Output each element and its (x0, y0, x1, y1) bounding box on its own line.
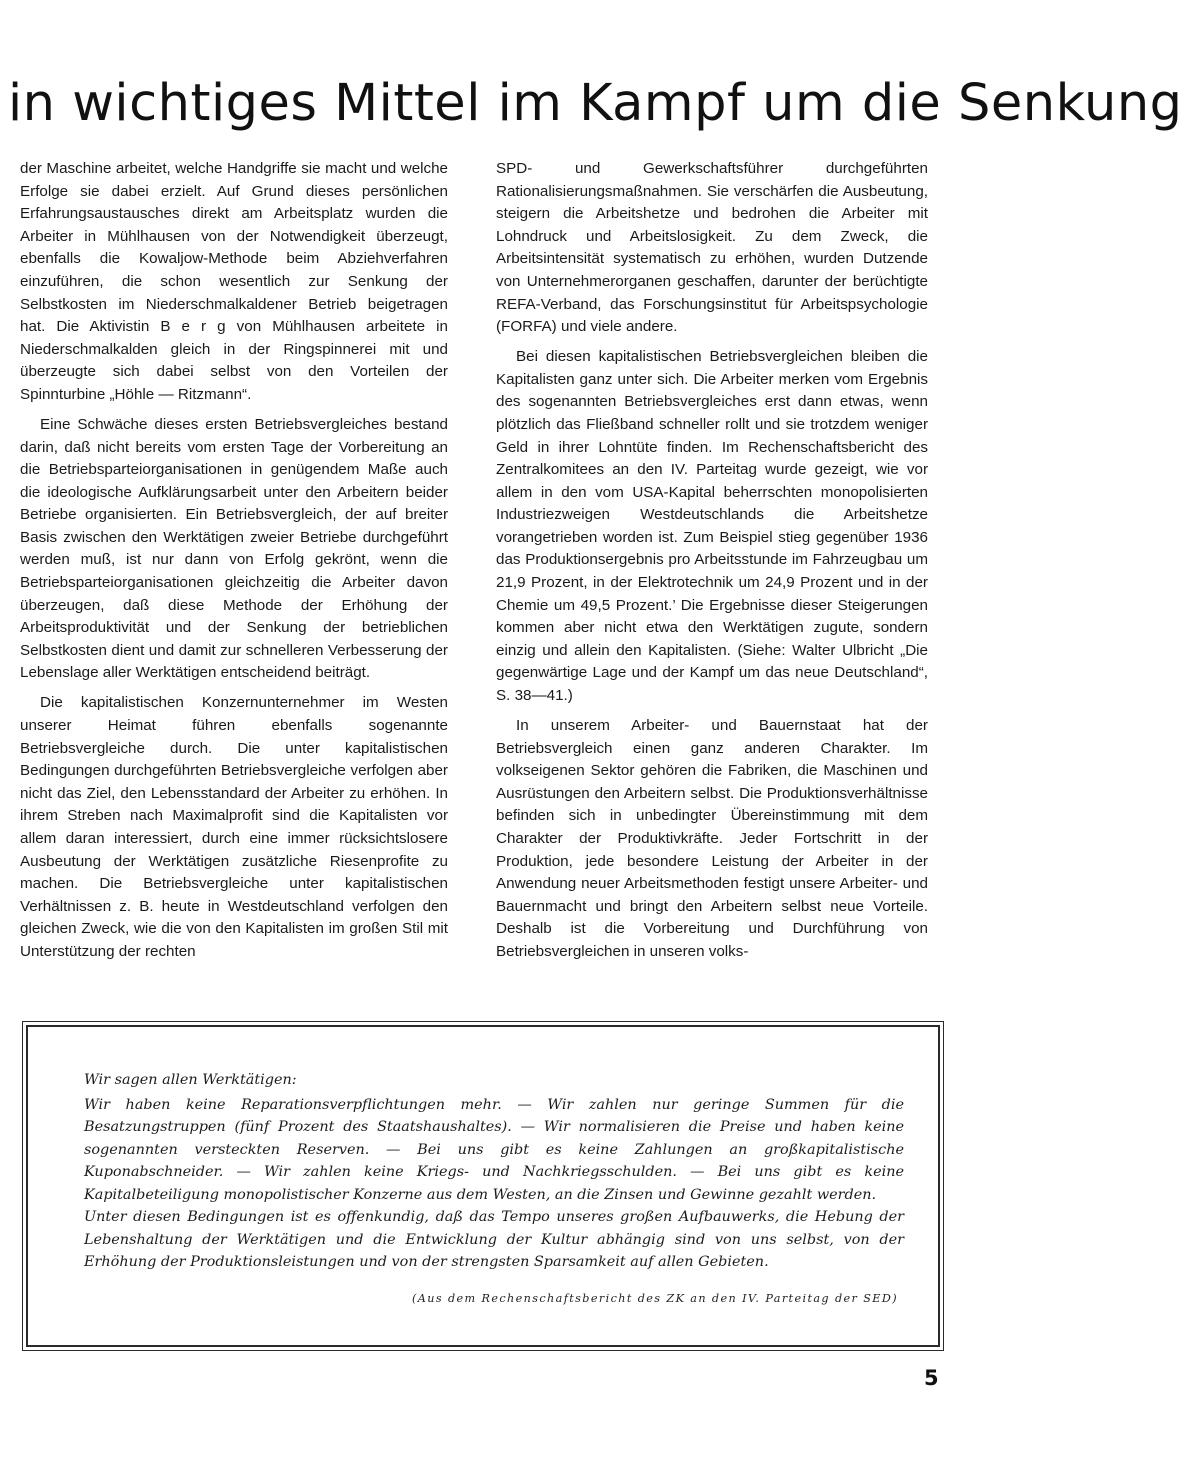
headline: in wichtiges Mittel im Kampf um die Senkung (8, 74, 1183, 133)
paragraph: Bei diesen kapitalistischen Betriebsvergleichen bleiben die Kapitalisten ganz unter sich. Die Arbeiter merken vom Ergebnis des sogenannten Betriebsvergleiches erst dann etwas, wenn plötzlich das Fließband schneller rollt und sie trotzdem weniger Geld in ihrer Lohntüte finden. Im Rechenschaftsbericht des Zentralkomitees an den IV. Parteitag wurde gezeigt, wie vor allem in den vom USA-Kapital beherrschten monopolisierten Industriezweigen Westdeutschlands die Arbeitshetze vorangetrieben worden ist. Zum Beispiel stieg gegenüber 1936 das Produktionsergebnis pro Arbeitsstunde im Fahrzeugbau um 21,9 Prozent, in der Elektrotechnik um 24,9 Prozent und in der Chemie um 49,5 Prozent.’ Die Ergebnisse dieser Steigerungen kommen aber nicht etwa den Werktätigen zugute, sondern einzig und allein den Kapitalisten. (Siehe: Walter Ulbricht „Die gegenwärtige Lage und der Kampf um das neue Deutschland“, S. 38—41.) (496, 348, 928, 705)
quote-box (26, 1025, 940, 1347)
page-number: 5 (924, 1366, 939, 1390)
quote-body-conclusion: Unter diesen Bedingungen ist es offenkundig, daß das Tempo unseres großen Aufbauwerks, die Hebung der Lebenshaltung der Werktätigen und die Entwicklung der Kultur abhängig sind von uns selbst, von der Erhöhung der Produktionsleistungen und von der strengsten Sparsamkeit auf allen Gebieten. (84, 1209, 904, 1270)
paragraph: Eine Schwäche dieses ersten Betriebsvergleiches bestand darin, daß nicht bereits vom ersten Tage der Vorbereitung an die Betriebsparteiorganisationen in genügendem Maße auch die ideologische Aufklärungsarbeit unter den Arbeitern beider Betriebe organisierten. Ein Betriebsvergleich, der auf breiter Basis zwischen den Werktätigen zweier Betriebe durchgeführt werden muß, ist nur dann von Erfolg gekrönt, wenn die Betriebsparteiorganisationen gleichzeitig die Arbeiter davon überzeugen, daß diese Methode der Erhöhung der Arbeitsproduktivität und der Senkung der betrieblichen Selbstkosten dient und damit zur schnelleren Verbesserung der Lebenslage aller Werktätigen entscheidend beiträgt. (20, 415, 448, 682)
paragraph: der Maschine arbeitet, welche Handgriffe sie macht und welche Erfolge sie dabei erzielt. Auf Grund dieses persönlichen Erfahrungsaustausches direkt am Arbeitsplatz wurden die Arbeiter in Mühlhausen von der Notwendigkeit überzeugt, ebenfalls die Kowaljow-Methode beim Abziehverfahren einzuführen, die schon wesentlich zur Senkung der Selbstkosten im Niederschmalkaldener Betrieb beigetragen hat. Die Aktivistin B e r g von Mühlhausen arbeitete in Niederschmalkalden gleich in der Ringspinnerei mit und überzeugte sich dabei selbst von den Vorteilen der Spinnturbine „Höhle — Ritzmann“. (20, 160, 448, 403)
right-column (496, 158, 928, 971)
paragraph: Die kapitalistischen Konzernunternehmer im Westen unserer Heimat führen ebenfalls sogenannte Betriebsvergleiche durch. Die unter kapitalistischen Bedingungen durchgeführten Betriebsvergleiche verfolgen aber nicht das Ziel, den Lebensstandard der Arbeiter zu erhöhen. In ihrem Streben nach Maximalprofit sind die Kapitalisten vor allem daran interessiert, durch eine immer rücksichtslosere Ausbeutung der Werktätigen zusätzliche Riesenprofite zu machen. Die Betriebsvergleiche unter kapitalistischen Verhältnissen z. B. heute in Westdeutschland verfolgen den gleichen Zweck, wie die von den Kapitalisten im großen Stil mit Unterstützung der rechten (20, 694, 448, 960)
quote-lead: Wir sagen allen Werktätigen: (84, 1072, 297, 1088)
quote-source: (Aus dem Rechenschaftsbericht des ZK an den IV. Parteitag der SED) (412, 1292, 898, 1305)
quote-body: Wir haben keine Reparationsverpflichtungen mehr. — Wir zahlen nur geringe Summen für die Besatzungstruppen (fünf Prozent des Staatshaushaltes). — Wir normalisieren die Preise und haben keine sogenannten versteckten Reserven. — Bei uns gibt es keine Zahlungen an großkapitalistische Kuponabschneider. — Wir zahlen keine Kriegs- und Nachkriegsschulden. — Bei uns gibt es keine Kapitalbeteiligung monopolistischer Konzerne aus dem Westen, an die Zinsen und Gewinne gezahlt werden. (84, 1096, 904, 1203)
left-column (20, 158, 448, 971)
paragraph: In unserem Arbeiter- und Bauernstaat hat der Betriebsvergleich einen ganz anderen Charakter. Im volkseigenen Sektor gehören die Fabriken, die Maschinen und Ausrüstungen den Arbeitern selbst. Die Produktionsverhältnisse befinden sich in unbedingter Übereinstimmung mit dem Charakter der Produktivkräfte. Jeder Fortschritt in der Produktion, jede besondere Leistung der Arbeiter in der Anwendung neuer Arbeitsmethoden festigt unsere Arbeiter- und Bauernmacht und bringt den Arbeitern selbst neue Vorteile. Deshalb ist die Vorbereitung und Durchführung von Betriebsvergleichen in unseren volks- (496, 717, 928, 960)
quote-text (84, 1069, 904, 1274)
paragraph: SPD- und Gewerkschaftsführer durchgeführten Rationalisierungsmaßnahmen. Sie verschärfen die Ausbeutung, steigern die Arbeitshetze und bedrohen die Arbeiter mit Lohndruck und Arbeitslosigkeit. Zu dem Zweck, die Arbeitsintensität systematisch zu erhöhen, wurden Dutzende von Unternehmerorganen geschaffen, darunter der berüchtigte REFA-Verband, das Forschungsinstitut für Arbeitspsychologie (FORFA) und viele andere. (496, 160, 928, 336)
